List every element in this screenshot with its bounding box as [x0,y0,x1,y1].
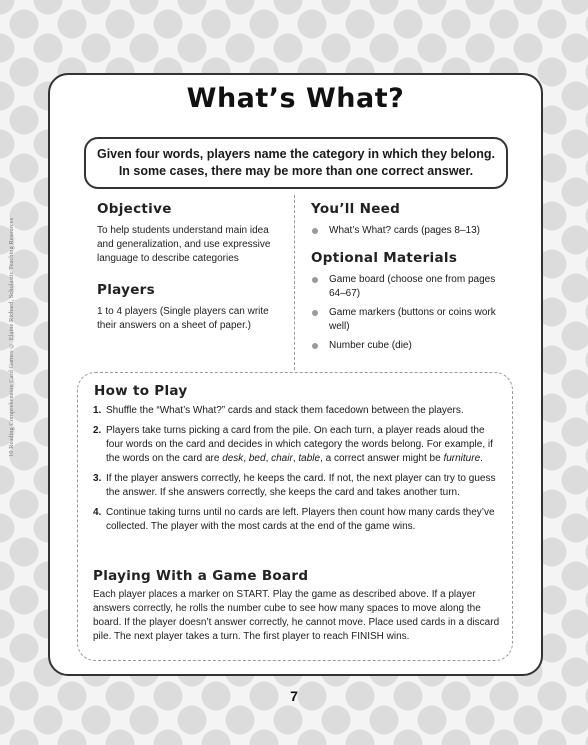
intro-line-1: Given four words, players name the category in which they belong. [96,147,495,161]
example-word: desk [222,453,244,464]
list-item [311,224,511,238]
youll-need-list [311,224,511,238]
step-text: Players take turns picking a card from the pile. On each turn, a player reads aloud the four words on the card and decides in which category the words belong. For example, if the words on the card are [106,425,493,464]
step-number: 3. [93,473,102,484]
copyright-credit: 10 Reading Comprehension Card Games © Elaine Richard, Scholastic Teaching Resources [8,217,15,457]
objective-text: To help students understand main idea and generalization, and use expressive language to describe categories [97,225,271,264]
step-text: If the player answers correctly, he keeps the card. If not, the next player can try to guess the answer. If she answers correctly, she keeps the card and takes another turn. [106,473,496,498]
list-item [311,306,511,334]
right-column [311,201,511,358]
separator: , [265,453,272,464]
separator: , [243,453,249,464]
list-item [311,339,511,353]
example-word: chair [271,453,293,464]
separator: , [292,453,299,464]
step-item [94,424,500,466]
step-text: , a correct answer might be [320,453,444,464]
optional-materials-list [311,273,511,353]
page-title: What’s What? [186,83,405,114]
step-number: 4. [93,507,102,518]
column-divider [294,195,295,370]
how-to-play-section [94,383,500,540]
bullet-icon [312,277,318,283]
page-number: 7 [290,688,298,704]
list-item-label: Game board (choose one from pages 64–67) [329,274,496,299]
game-board-heading: Playing With a Game Board [93,568,309,584]
left-column [97,201,282,333]
step-number: 1. [93,405,102,416]
step-item [94,472,500,500]
bullet-icon [312,343,318,349]
optional-materials-heading: Optional Materials [311,250,458,266]
intro-box [84,137,508,189]
step-text: . [480,453,483,464]
youll-need-heading: You’ll Need [311,201,401,217]
list-item [311,273,511,301]
bullet-icon [312,228,318,234]
steps-list [94,404,500,534]
how-to-play-heading: How to Play [94,383,188,399]
step-text: Shuffle the “What’s What?” cards and stack them facedown between the players. [106,405,464,416]
example-answer: furniture [443,453,481,464]
intro-line-2: In some cases, there may be more than one correct answer. [118,164,474,178]
players-heading: Players [97,282,155,298]
game-board-section [93,568,501,644]
step-item [94,404,500,418]
how-to-play-box [77,372,513,661]
example-word: table [298,453,321,464]
objective-heading: Objective [97,201,172,217]
players-text: 1 to 4 players (Single players can write their answers on a sheet of paper.) [97,306,269,331]
step-item [94,506,500,534]
list-item-label: What’s What? cards (pages 8–13) [329,225,481,236]
game-board-text: Each player places a marker on START. Play the game as described above. If a player answers correctly, he rolls the number cube to see how many spaces to move along the board. If the player doesn’t answer correctly, he cannot move. Place used cards in a discard pile. The next player takes a turn. The first player to reach FINISH wins. [93,589,500,642]
list-item-label: Game markers (buttons or coins work well) [329,307,496,332]
list-item-label: Number cube (die) [329,340,412,351]
step-number: 2. [93,425,102,436]
step-text: Continue taking turns until no cards are left. Players then count how many cards they’ve collected. The player with the most cards at the end of the game wins. [106,507,495,532]
bullet-icon [312,310,318,316]
example-word: bed [248,453,266,464]
instruction-card [48,73,543,676]
